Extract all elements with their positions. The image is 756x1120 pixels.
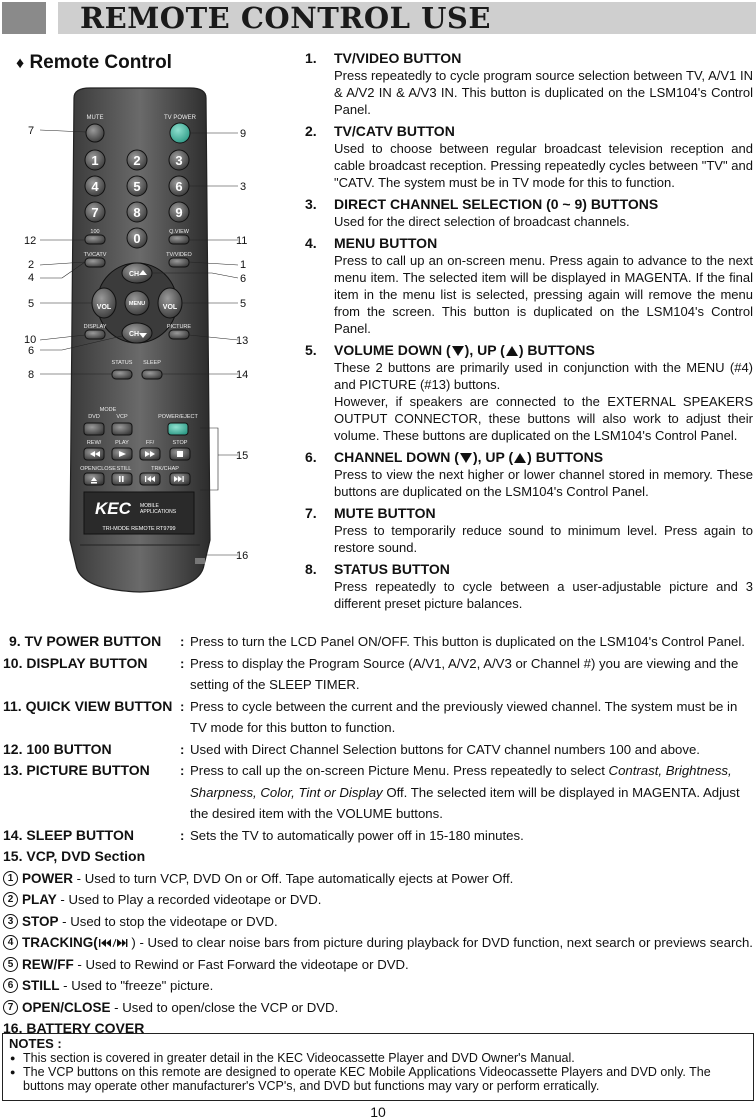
- title-bar: [0, 0, 756, 36]
- heading-part: ) BUTTONS: [518, 342, 595, 358]
- vcp-dvd-item: [0, 911, 756, 933]
- sub-label: POWER: [22, 870, 74, 886]
- section-16-heading: 16. BATTERY COVER: [3, 1020, 145, 1036]
- row-text-part: Off. The selected item will be displayed in MAGENTA. Adjust: [382, 784, 740, 800]
- item-body: However, if speakers are connected to the EXTERNAL SPEAKERS OUTPUT CONNECTOR, these buttons will also work to adjust their volume. These buttons are duplicated on the LSM104's Control Panel.: [334, 394, 753, 443]
- ch-down-label: CH: [128, 331, 140, 338]
- picture-label: PICTURE: [166, 324, 192, 330]
- title-block-decoration: [2, 2, 46, 34]
- item-number: 1.: [305, 50, 317, 66]
- mute-label: MUTE: [86, 115, 104, 121]
- callout-16: 16: [236, 550, 249, 562]
- item-heading: [334, 342, 753, 359]
- circled-number: 7: [3, 1000, 18, 1015]
- mode-label: MODE: [99, 407, 117, 413]
- remote-control-illustration: [0, 80, 280, 610]
- list-item: [305, 505, 753, 556]
- key-0-label: 0: [133, 231, 141, 246]
- key-1-label: 1: [91, 153, 99, 168]
- triangle-up-icon: [506, 346, 518, 356]
- callout-13: 13: [236, 335, 249, 347]
- row-text-italic: Sharpness, Color, Tint or Display: [190, 784, 383, 800]
- row-text-italic: Contrast, Brightness,: [608, 763, 732, 778]
- heading-part: ), UP (: [472, 449, 514, 465]
- brand-sub2: APPLICATIONS: [140, 509, 177, 515]
- callout-9: 9: [240, 128, 247, 140]
- triangle-up-icon: [514, 453, 526, 463]
- ch-up-label: CH: [128, 271, 140, 278]
- row-label: 10. DISPLAY BUTTON: [3, 654, 148, 671]
- description-row: [0, 825, 756, 847]
- item-number: 5.: [305, 342, 317, 358]
- sub-label: TRACKING(: [22, 935, 98, 950]
- section-15-row: [0, 846, 756, 868]
- item-body: Used to choose between regular broadcast television reception and cable broadcast reception. Pressing repeatedly cycles between "TV" and "CATV. The system must be in TV mode for this to function.: [334, 141, 753, 190]
- description-row: [0, 739, 756, 761]
- sub-label: PLAY: [22, 892, 57, 907]
- heading-part: VOLUME DOWN (: [334, 342, 451, 358]
- model-label: TRI-MODE REMOTE RT9799: [102, 526, 176, 532]
- notes-heading: NOTES :: [9, 1036, 62, 1051]
- row-text-cont: the desired item with the VOLUME buttons.: [190, 806, 443, 821]
- description-row-cont: [0, 717, 756, 739]
- callout-15: 15: [236, 450, 249, 462]
- triangle-down-icon: [452, 346, 464, 356]
- list-item: [305, 449, 753, 500]
- sleep-button: [142, 370, 162, 379]
- callout-12: 12: [24, 235, 37, 247]
- note-item: ● This section is covered in greater detail in the KEC Videocassette Player and DVD Owner's Manual.: [9, 1051, 747, 1065]
- circled-number: 2: [3, 892, 18, 907]
- circled-number: 3: [3, 914, 18, 929]
- sub-label: REW/FF: [22, 956, 74, 972]
- key-5-label: 5: [133, 179, 141, 194]
- row-label: 14. SLEEP BUTTON: [3, 826, 134, 843]
- notes-box: [2, 1033, 754, 1101]
- row-colon: :: [180, 741, 185, 757]
- key-2-label: 2: [133, 153, 141, 168]
- circled-number: 1: [3, 871, 18, 886]
- item-heading: TV/CATV BUTTON: [334, 123, 455, 139]
- vol-down-label: VOL: [96, 304, 112, 311]
- sub-label: OPEN/CLOSE: [22, 999, 111, 1015]
- list-item: [305, 196, 753, 230]
- list-item: [305, 561, 753, 612]
- vol-up-button: [158, 288, 182, 318]
- row-text-cont: TV mode for this button to function.: [190, 720, 396, 735]
- callout-14: 14: [236, 369, 249, 381]
- trk-chap-label: TRK/CHAP: [151, 466, 179, 472]
- row-text: [190, 760, 732, 781]
- lower-description-section: [0, 631, 756, 1040]
- key-6-label: 6: [175, 179, 183, 194]
- power-eject-button: [168, 423, 188, 435]
- callout-10: 10: [24, 334, 37, 346]
- item-heading: MENU BUTTON: [334, 235, 438, 251]
- tvcatv-button: [85, 258, 105, 267]
- key-3-label: 3: [175, 153, 183, 168]
- description-row: [0, 760, 756, 782]
- row-colon: :: [180, 827, 185, 843]
- item-body: Press repeatedly to cycle program source selection between TV, A/V1 IN & A/V2 IN & A/V3 IN. This button is duplicated on the LSM104's Control Panel.: [334, 68, 753, 117]
- vcp-mode-button: [112, 423, 132, 435]
- sub-text: - Used to open/close the VCP or DVD.: [110, 999, 339, 1015]
- item-heading: STATUS BUTTON: [334, 561, 450, 577]
- open-close-label: OPEN/CLOSE: [80, 466, 116, 472]
- callout-4: 4: [28, 272, 35, 284]
- triangle-down-icon: [460, 453, 472, 463]
- page-number: 10: [370, 1104, 386, 1120]
- diamond-bullet-icon: ♦: [16, 55, 25, 72]
- remote-control-heading: [16, 52, 172, 74]
- row-label: 9. TV POWER BUTTON: [9, 633, 162, 649]
- vol-down-button: [92, 288, 116, 318]
- power-eject-label: POWER/EJECT: [158, 414, 198, 420]
- callout-1: 1: [240, 259, 247, 271]
- callout-6-right: 6: [240, 273, 247, 285]
- description-row-cont: [0, 674, 756, 696]
- item-body: Press to temporarily reduce sound to minimum level. Press again to restore sound.: [334, 523, 753, 555]
- tvvideo-button: [169, 258, 189, 267]
- sub-text: - Used to Rewind or Fast Forward the videotape or DVD.: [73, 956, 409, 972]
- list-item: [305, 50, 753, 118]
- key-100: [85, 235, 105, 244]
- picture-button: [169, 330, 189, 339]
- display-label: DISPLAY: [83, 324, 107, 330]
- callout-5-right: 5: [240, 298, 247, 310]
- row-label: 12. 100 BUTTON: [3, 740, 112, 757]
- qview-button: [169, 235, 189, 244]
- description-row-cont: [0, 803, 756, 825]
- row-colon: :: [180, 763, 185, 778]
- dvd-label: DVD: [88, 414, 100, 420]
- description-row-cont: [0, 782, 756, 804]
- row-text: Press to turn the LCD Panel ON/OFF. This button is duplicated on the LSM104's Control Panel.: [190, 634, 745, 649]
- callout-11: 11: [236, 235, 248, 247]
- circled-number: 4: [3, 935, 18, 950]
- tracking-icon: [98, 933, 128, 954]
- mute-button: [86, 124, 104, 142]
- description-row: [0, 696, 756, 718]
- sub-text: - Used to Play a recorded videotape or DVD.: [56, 892, 322, 907]
- description-row: [0, 631, 756, 653]
- heading-part: CHANNEL DOWN (: [334, 449, 459, 465]
- row-text: Sets the TV to automatically power off in 15-180 minutes.: [190, 827, 524, 843]
- stop-label: STOP: [172, 440, 188, 446]
- row-text-part: Press to call up the on-screen Picture Menu. Press repeatedly to select: [190, 763, 609, 778]
- menu-label: MENU: [128, 301, 146, 307]
- list-item: [305, 123, 753, 191]
- item-number: 3.: [305, 196, 317, 212]
- item-heading: DIRECT CHANNEL SELECTION (0 ~ 9) BUTTONS: [334, 196, 659, 212]
- brand-logo: KEC: [95, 499, 131, 518]
- callout-3: 3: [240, 181, 247, 193]
- row-text-cont: setting of the SLEEP TIMER.: [190, 677, 360, 692]
- row-colon: :: [180, 655, 185, 671]
- item-number: 8.: [305, 561, 317, 577]
- key-7-label: 7: [91, 205, 99, 220]
- row-text-cont: [190, 782, 740, 803]
- page-title: REMOTE CONTROL USE: [80, 1, 491, 35]
- tv-power-label: TV POWER: [163, 115, 197, 121]
- item-body: Used for the direct selection of broadcast channels.: [334, 214, 630, 229]
- item-number: 4.: [305, 235, 317, 251]
- callout-7: 7: [28, 125, 35, 137]
- tvcatv-label: TV/CATV: [83, 252, 107, 258]
- item-body: Press to call up an on-screen menu. Press again to advance to the next menu item. The selected item will be displayed in MAGENTA. If the final item in the menu list is selected, pressing again will remove the menu from the screen. This button is duplicated on the LSM104's Control Panel.: [334, 253, 753, 336]
- play-label: PLAY: [115, 440, 129, 446]
- status-label: STATUS: [111, 360, 133, 366]
- item-body: Press repeatedly to cycle between a user-adjustable picture and 3 different preset picture balances.: [334, 579, 753, 611]
- heading-part: ) BUTTONS: [527, 449, 604, 465]
- sub-text: - Used to stop the videotape or DVD.: [58, 913, 278, 929]
- rew-label: REW/: [86, 440, 102, 446]
- row-colon: :: [180, 634, 185, 649]
- sub-text: - Used to "freeze" picture.: [59, 978, 214, 993]
- button-description-list: [305, 50, 753, 617]
- tv-power-button: [170, 123, 190, 143]
- callout-2: 2: [28, 259, 35, 271]
- display-button: [85, 330, 105, 339]
- row-label: 13. PICTURE BUTTON: [3, 762, 150, 778]
- qview-label: Q.VIEW: [169, 229, 189, 235]
- row-text: Used with Direct Channel Selection buttons for CATV channel numbers 100 and above.: [190, 741, 700, 757]
- row-text: Press to cycle between the current and the previously viewed channel. The system must be in: [190, 698, 738, 714]
- sub-text: ) - Used to clear noise bars from picture during playback for DVD function, next search or previews search.: [127, 935, 753, 950]
- heading-part: ), UP (: [464, 342, 505, 358]
- key-4-label: 4: [91, 179, 99, 194]
- key-9-label: 9: [175, 205, 183, 220]
- item-body: These 2 buttons are primarily used in conjunction with the MENU (#4) and PICTURE (#13) buttons.: [334, 360, 753, 392]
- row-text: Press to display the Program Source (A/V1, A/V2, A/V3 or Channel #) you are viewing and the: [190, 655, 739, 671]
- circled-number: 5: [3, 957, 18, 972]
- item-heading: [334, 449, 753, 466]
- vol-up-label: VOL: [162, 304, 178, 311]
- sub-text: - Used to turn VCP, DVD On or Off. Tape automatically ejects at Power Off.: [73, 870, 514, 886]
- dvd-mode-button: [84, 423, 104, 435]
- ff-label: FF/: [145, 440, 155, 446]
- vcp-dvd-item: [0, 868, 756, 890]
- row-label: 11. QUICK VIEW BUTTON: [3, 697, 173, 714]
- vcp-dvd-item: [0, 954, 756, 976]
- item-number: 2.: [305, 123, 317, 139]
- status-button: [112, 370, 132, 379]
- item-number: 7.: [305, 505, 317, 521]
- item-heading: MUTE BUTTON: [334, 505, 436, 521]
- item-number: 6.: [305, 449, 317, 465]
- vcp-dvd-item: [0, 932, 756, 954]
- vcp-dvd-item: [0, 975, 756, 997]
- row-colon: :: [180, 698, 185, 714]
- sub-label: STILL: [22, 978, 60, 993]
- list-item: [305, 342, 753, 444]
- tvvideo-label: TV/VIDEO: [166, 252, 192, 258]
- remote-control-heading-text: Remote Control: [29, 52, 172, 73]
- vcp-label: VCP: [116, 414, 128, 420]
- callout-6-left: 6: [28, 345, 35, 357]
- sub-label: STOP: [22, 913, 59, 929]
- key-100-label: 100: [90, 229, 100, 235]
- list-item: [305, 235, 753, 337]
- callout-8: 8: [28, 369, 35, 381]
- vcp-dvd-item: [0, 997, 756, 1019]
- vcp-dvd-item: [0, 889, 756, 911]
- note-item: ● The VCP buttons on this remote are designed to operate KEC Mobile Applications Videocassette Players and DVD only. The buttons may operate other manufacturer's VCP's, and DVD but functions may vary or perform erratically.: [9, 1065, 747, 1093]
- item-heading: TV/VIDEO BUTTON: [334, 50, 462, 66]
- description-row: [0, 653, 756, 675]
- brand-sub1: MOBILE: [140, 503, 159, 509]
- callout-5-left: 5: [28, 298, 35, 310]
- circled-number: 6: [3, 978, 18, 993]
- item-body: Press to view the next higher or lower channel stored in memory. These buttons are duplicated on the LSM104's Control Panel.: [334, 467, 753, 499]
- section-15-heading: 15. VCP, DVD Section: [3, 848, 146, 864]
- sleep-label: SLEEP: [143, 360, 161, 366]
- still-label: STILL: [116, 466, 132, 472]
- key-8-label: 8: [133, 205, 141, 220]
